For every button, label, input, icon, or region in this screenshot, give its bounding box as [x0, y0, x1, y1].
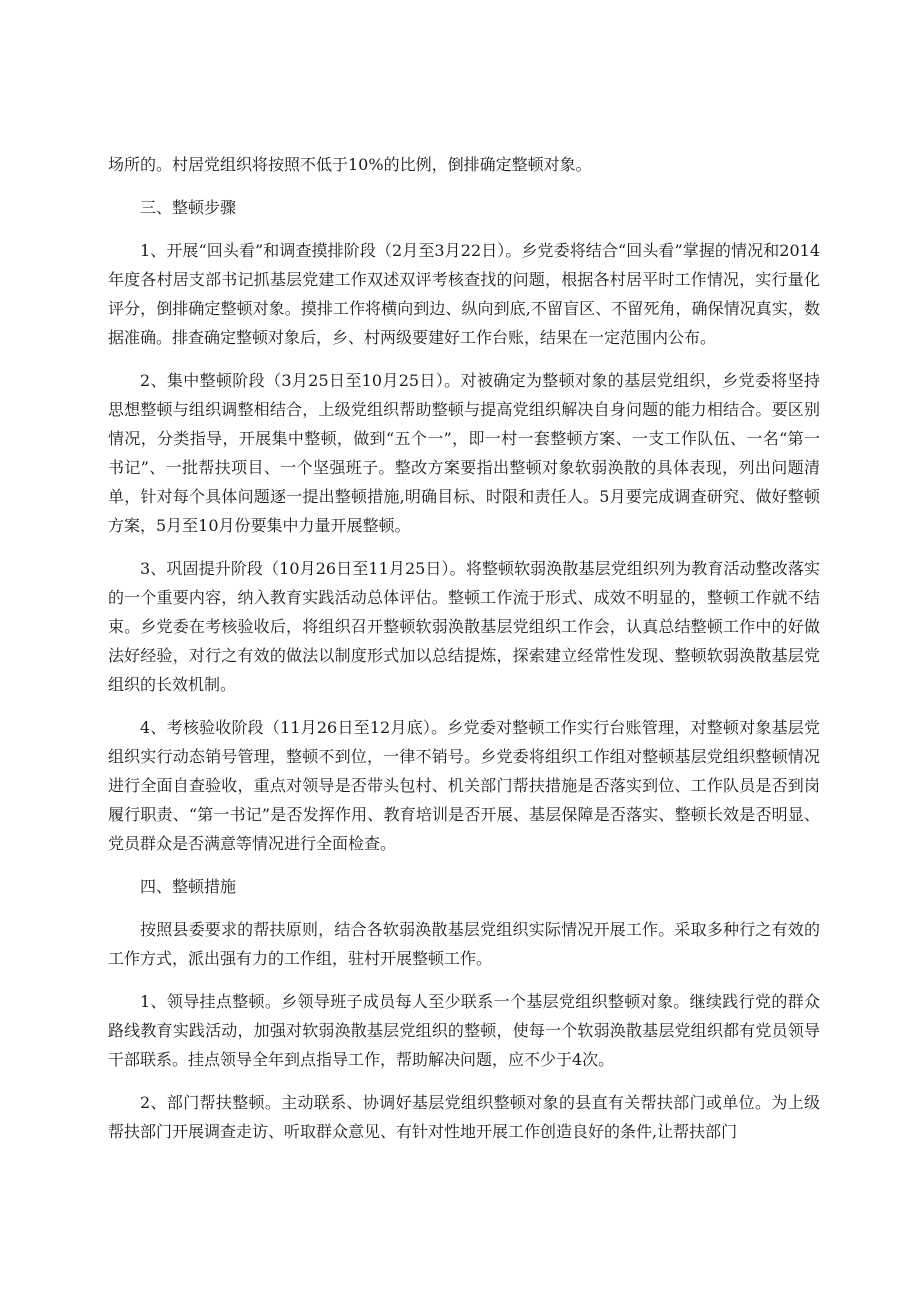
section-heading-steps: 三、整顿步骤: [140, 198, 237, 217]
paragraph-measure-2: 2、部门帮扶整顿。主动联系、协调好基层党组织整顿对象的县直有关帮扶部门或单位。为上级帮扶部门开展调查走访、听取群众意见、有针对性地开展工作创造良好的条件,让帮扶部门: [108, 1093, 820, 1141]
paragraph-continuation: 场所的。村居党组织将按照不低于10%的比例，倒排确定整顿对象。: [108, 155, 592, 174]
paragraph-measures-intro: 按照县委要求的帮扶原则，结合各软弱涣散基层党组织实际情况开展工作。采取多种行之有效的工作方式，派出强有力的工作组，驻村开展整顿工作。: [108, 920, 820, 968]
paragraph-step-3: 3、巩固提升阶段（10月26日至11月25日）。将整顿软弱涣散基层党组织列为教育活动整改落实的一个重要内容，纳入教育实践活动总体评估。整顿工作流于形式、成效不明显的，整顿工作就不结束。乡党委在考核验收后，将组织召开整顿软弱涣散基层党组织工作会，认真总结整顿工作中的好做法好经验，对行之有效的做法以制度形式加以总结提炼，探索建立经常性发现、整顿软弱涣散基层党组织的长效机制。: [108, 559, 820, 694]
paragraph-measure-1: 1、领导挂点整顿。乡领导班子成员每人至少联系一个基层党组织整顿对象。继续践行党的群众路线教育实践活动，加强对软弱涣散基层党组织的整顿，使每一个软弱涣散基层党组织都有党员领导干部联系。挂点领导全年到点指导工作，帮助解决问题，应不少于4次。: [108, 992, 820, 1069]
document-page: [108, 150, 820, 1160]
paragraph-step-4: 4、考核验收阶段（11月26日至12月底）。乡党委对整顿工作实行台账管理，对整顿对象基层党组织实行动态销号管理，整顿不到位，一律不销号。乡党委将组织工作组对整顿基层党组织整顿情况进行全面自查验收，重点对领导是否带头包村、机关部门帮扶措施是否落实到位、工作队员是否到岗履行职责、“第一书记”是否发挥作用、教育培训是否开展、基层保障是否落实、整顿长效是否明显、党员群众是否满意等情况进行全面检查。: [108, 718, 820, 853]
paragraph-step-1: 1、开展“回头看”和调查摸排阶段（2月至3月22日）。乡党委将结合“回头看”掌握的情况和2014年度各村居支部书记抓基层党建工作双述双评考核查找的问题，根据各村居平时工作情况，实行量化评分，倒排确定整顿对象。摸排工作将横向到边、纵向到底,不留盲区、不留死角，确保情况真实，数据准确。排查确定整顿对象后，乡、村两级要建好工作台账，结果在一定范围内公布。: [108, 241, 820, 347]
paragraph-step-2: 2、集中整顿阶段（3月25日至10月25日）。对被确定为整顿对象的基层党组织，乡党委将坚持思想整顿与组织调整相结合，上级党组织帮助整顿与提高党组织解决自身问题的能力相结合。要区别情况，分类指导，开展集中整顿，做到“五个一”，即一村一套整顿方案、一支工作队伍、一名“第一书记”、一批帮扶项目、一个坚强班子。整改方案要指出整顿对象软弱涣散的具体表现，列出问题清单，针对每个具体问题逐一提出整顿措施,明确目标、时限和责任人。5月要完成调查研究、做好整顿方案，5月至10月份要集中力量开展整顿。: [108, 371, 820, 535]
section-heading-measures: 四、整顿措施: [140, 877, 237, 896]
